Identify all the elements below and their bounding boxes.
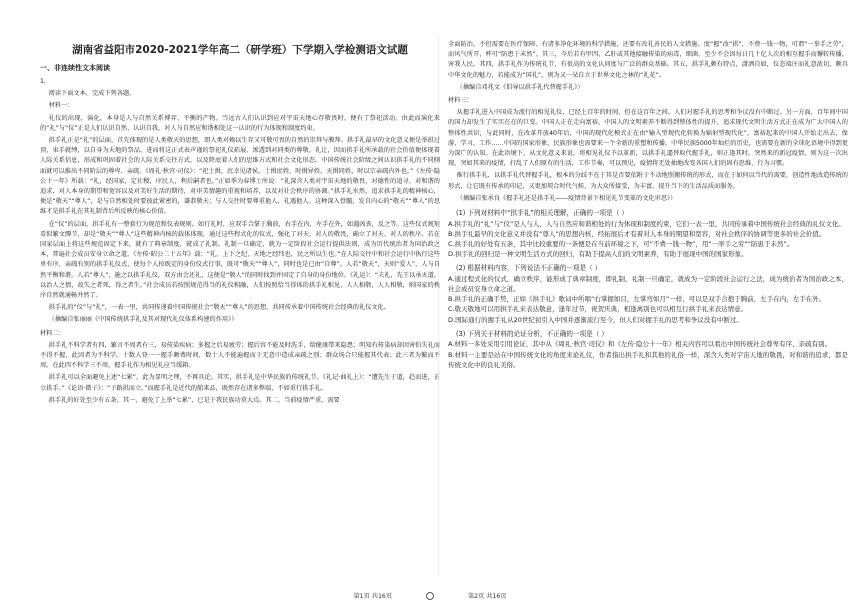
question-number: 1. (40, 78, 46, 85)
left-page-number: 第1页 共16页 (353, 593, 393, 600)
question-stem: (3) 下列关于材料的论证分析，不正确的一项是（ ） (456, 329, 608, 338)
citation: （摘编自张丽丽《中国传统拱手礼及其对现代礼仪体系构建的作用》） (48, 316, 238, 324)
paragraph: 礼仪的出现，演化，本身是人与自然关系博弈、平衡的产物。当远古人们认识到应对宇宙天地心存敬畏时，便有了祭祀活动。由此而演化来的“礼”与“仪”正是人们认识自然、认识自我，对人与自然应和谐相处这一认识的行为体现和制度约束。 (40, 114, 440, 132)
option-c: C.敬天敬地可以用拱手礼来表达敬意，逢年过节，祝贺庆典，相逢离别也可以相互行拱手礼来表达情意。 (448, 305, 748, 314)
question-stem: (2) 根据材料内容，下列说法不正确的一项是（ ） (456, 264, 602, 273)
paragraph: 拱手礼不科学者有四，繁言不周者有三，易传染疾病；多握之后易疲劳；握后容不能及时洗手，给健康带来隐患；明知有传染病却因害怕失礼而不得不握，此因者为不科学。十数人登一一握手颇费时间，数十人不能遍握而于无意中造成亲疏之别；群众场合只能握其代表；此三者为繁而不周。在此四不科学三不周，握手礼作为相见礼应当缓箱。 (40, 341, 440, 370)
right-page-number: 第2页 共16页 (467, 593, 507, 600)
right-column (448, 0, 848, 370)
left-column (40, 0, 440, 408)
question-stem: (1) 下列对材料中“拱手礼”的相关理解，正确的一项是（ ） (456, 209, 629, 218)
material-label: 材料三： (448, 97, 473, 105)
paragraph: 拱手礼可以全面避免上述“七累”，此为显明之理，不再具论。其实，拱手礼是中华民族的传统礼节。《礼记·曲礼上》：“遭先生于道，趋而进，正立拱手。”《论语·微子》：“子路拱而立。”而握手礼是近代的舶来品，既然存在诸多弊端，不如重行拱手礼。 (40, 374, 440, 392)
instruction-text: 阅读下面文本，完成下列各题。 (48, 90, 136, 98)
option-b: B.材料一主要是站在中国传统文化的角度来论礼仪，作者指出拱手礼和其他的礼俗一样，深含人类对宇宙天地的敬畏，对和谐的追求，都是传统文化中的良礼美俗。 (448, 350, 848, 369)
material-label: 材料二： (40, 329, 65, 337)
question-block (448, 208, 848, 259)
circle-icon (426, 592, 434, 600)
option-c: C.拱手礼的好处有五条，其中比较重要的一条便是在当前环境之下，可“不费一钱一物”，用“一举手之劳”“防患于未然”。 (448, 239, 794, 248)
paragraph: 拱手礼正是“礼”的层面，首先体现的是人类敬天的思想，即人类对赖以生存又可敬可畏的自然的崇拜与膜拜。拱手礼最早的文化意义便是举拱过顶，束手就缚，以自身为天地的祭品，进而将这正式表声谨的祭祀礼仪拓展、渗透到对同类的尊敬。礼让，因而拱手礼所承载的社会价值便体现着人际关系信息，形成和巩固着社会的人际关系交往方式，以及降底着人们的思维方式和社会文化形态。中国传统社会阶级之间认识拱手礼的不同側面就可以推出不同阶层的尊卑、亲疏。《周礼·秋官·司仪》：“祀土揖，庶幸见诸侯，土揖庶姓，时揖异姓，天揖同姓，时以宗亲疏内外也。”《左传·隐公十一年》所载：“礼，经国家，定社稷，序民人，利后嗣者也。”正如季为春博士所说：“礼深含人类对宇宙天地的敬畏，对德性的追寻，对和谐的追求，对人本身的期望和宽容以及对美好生活的期待，对审美情趣的重视和培养，以及对社会秩序的协调。”拱手礼水然，追求拱手礼的精神核心，便是“敬天”“尊人”，是与自然相处时要彼此紧密的，谦恭敬天；与人交往时要尊重他人，礼遇他人。这种深入骨髓、发自内心的“敬天”“尊人”的思维才是拱手礼在其礼制背后所反映的核心价值。 (40, 137, 440, 216)
material-label: 材料一： (48, 102, 74, 110)
option-d: D.国际通行的握手礼从20世纪初引入中国并逐渐流行至今，但人们对握手礼的思考和争议没有中断过。 (448, 315, 743, 324)
paragraph: 拱手礼的“仪”与“礼”，一表一里，共同传递着中国传统社会“敬天”“尊人”的思想，共同传承着中国传统社会经典的礼仪文化。 (48, 304, 390, 312)
section-heading: 一、非连续性文本阅读 (40, 64, 110, 72)
option-b: B.拱手礼最早的文化意义并没有“尊人”的思想内核，经拓展后才有着对人本身的期望和宽容，对社会秩序的协调等更多的社会价值。 (448, 229, 826, 238)
question-block (448, 263, 848, 325)
paragraph: 从握手礼进入中国成为流行的相见礼仪，已经上百年的时间，但在这百年之间，人们对握手礼的思考和争议没有中断过。另一方面，百年间中国的国力却发生了实实在在的巨变。中国人正在走向富裕，中国人的文明素养不断得到整体性的提升，追求现代文明生活方式正在成为广大中国人的整体性共识，与此同时，在改革开放40年后，中国的现代化模式正在由“输入型现代化转换为辐射型现代化”，富裕起来的中国人开始走出去，保游、学习、工作……中国的国家形象、民族形象也需要来一个全新的重塑和传播。中华民族5000年灿烂的历史，也需要在新的全球化语境中得到更为深广的认知。在此语境下，从文化意义来说，将相见礼仪予以革新，以拱手礼逼替取代握手礼，则正逢其时。突然来的新冠疫情，则为这一次出现，突如其来的疫情，打乱了人们原有的生活，工作节奏，可以预见，疫情将无处抽地改变各国人们的固有思维、行为习惯。 (448, 109, 848, 168)
question-block (448, 329, 848, 370)
option-d: D.拱手礼的回归是一种文明生活方式的回归，有助于提高人们的文明素养，有助于展现中国的国家形象。 (448, 250, 748, 259)
paragraph: 在“仪”的层面，拱手礼有一整套行为规范和仪表规则。如行礼时，应双手合掌于胸前，右手在内，左手在外，如遇凶丧，反之等。这些仪式规矩看似繁文缛节，却是“敬天”“尊人”这些精神内核的载体体现，通过这些程式化的仪式，强化了对天、对人的敬畏，确立了对天、对人的秩序。若在国家层面上将这些规范固定下来，就有了典章制度，就成了礼制。礼制一旦确定，就为一定阶段社会运行提供法则，成为历代统治者为国治政之本，普遍社会成员安身立命之道。《左传·昭公二十五年》载：“礼，上下之纪，天地之经纬也，民之所以生也。”在人际交往中和社会运行中执行这些单有序，亲疏有别的拱手礼仪式，使每个人按既定的身份仪式行事，既可“敬天”“尊人”，同时也是已由“自尊”。人若“敬天”，天则“爱人”，人与自然平衡和谐。人若“尊人”，施之以拱手礼仪，双方由会还礼，这便是“敬人”的同时找到并固定了自身的身份地位。《礼运》：“夫礼，先王以承天道，以治人之情，故失之者死，得之者生。”社会成员若按照规范得当的礼仪相融，人们按照恰当得体的拱手礼相见，人人相敬，人人相敬，则国家的秩序自然就通畅并然了。 (40, 220, 440, 300)
paragraph: 推行拱手礼，以拱手礼代替握手礼，根本的分歧不在于其是否要依附于不动地照搬传统的形式，而在于如何以当代的需要，创造性地改造传统的形式，让它既有传承的印记，又更加契合时代气候，为大众所接受，为丰富、提升当下的生活品质而服务。 (448, 172, 848, 190)
option-a: A.拱手礼的“礼”与“仪”是人与人，人与自然应和谐相处的行为体现和制度约束，它们一表一里，共同传承着中国传统社会经典的礼仪文化。 (448, 219, 845, 228)
option-a: A.通过程式化的仪式，确立秩序，能形成了典章制度，即礼制，礼制一旦确定，就成为一定阶段社会运行之法，成为统治者为国治政之本，社会成员安身立命之道。 (448, 274, 848, 294)
exam-title: 湖南省益阳市2020-2021学年高二（研学班）下学期入学检测语文试题 (72, 44, 408, 56)
paragraph: 全面防治。不但需要在医疗保障、有诸多净化环境的科学措施，还要有改礼善民的人文措施。度“握”改“拱”，不费一钱一物，可谓“一举手之劳”，而风气所开，杯可“防患于未然”。其三，今后若有甲四、乙肝或其他接触传染的病毒，细菌，至少不会因每日几十亿人次的相互握手而懈转传播，害我人民。其四，拱手礼作为传统礼节，有很高的文化认同度与广泛的群众基础。其五，拱手礼颇有特点，潇洒自如，仪态端庄而礼意浓切，颇具中华文化的魅力，若能成为“国礼”，则为又一朵自立于世界文化之林的“礼花”。 (448, 41, 848, 79)
paragraph: 拱手礼的好处至少有五条。其一，避免了上举“七累”，已是于我民族功莫大焉。其二，当前疫情严重，需要 (48, 396, 340, 404)
page-footer (0, 591, 860, 600)
citation: （摘编自张承良《握手礼还是拱手礼——疫情背景下相见礼节变革的文化审思》） (456, 194, 677, 202)
citation: （摘编自邓兆文《倡导以拱手礼代替握手礼》） (456, 83, 584, 91)
option-a: A.材料一多处采用引用论证，其中从《周礼·秋官·司仪》和《左传·隐公十一年》相关内容可以看出中国传统社会尊卑有序、亲疏有别。 (448, 340, 832, 349)
option-b: B.拱手礼的正确手势，正如《拱手礼》歌词中所唱“右掌握如目，左掌弯如月”一样，可以是双手合抱于胸前，左手在内，左手在外。 (448, 295, 826, 304)
